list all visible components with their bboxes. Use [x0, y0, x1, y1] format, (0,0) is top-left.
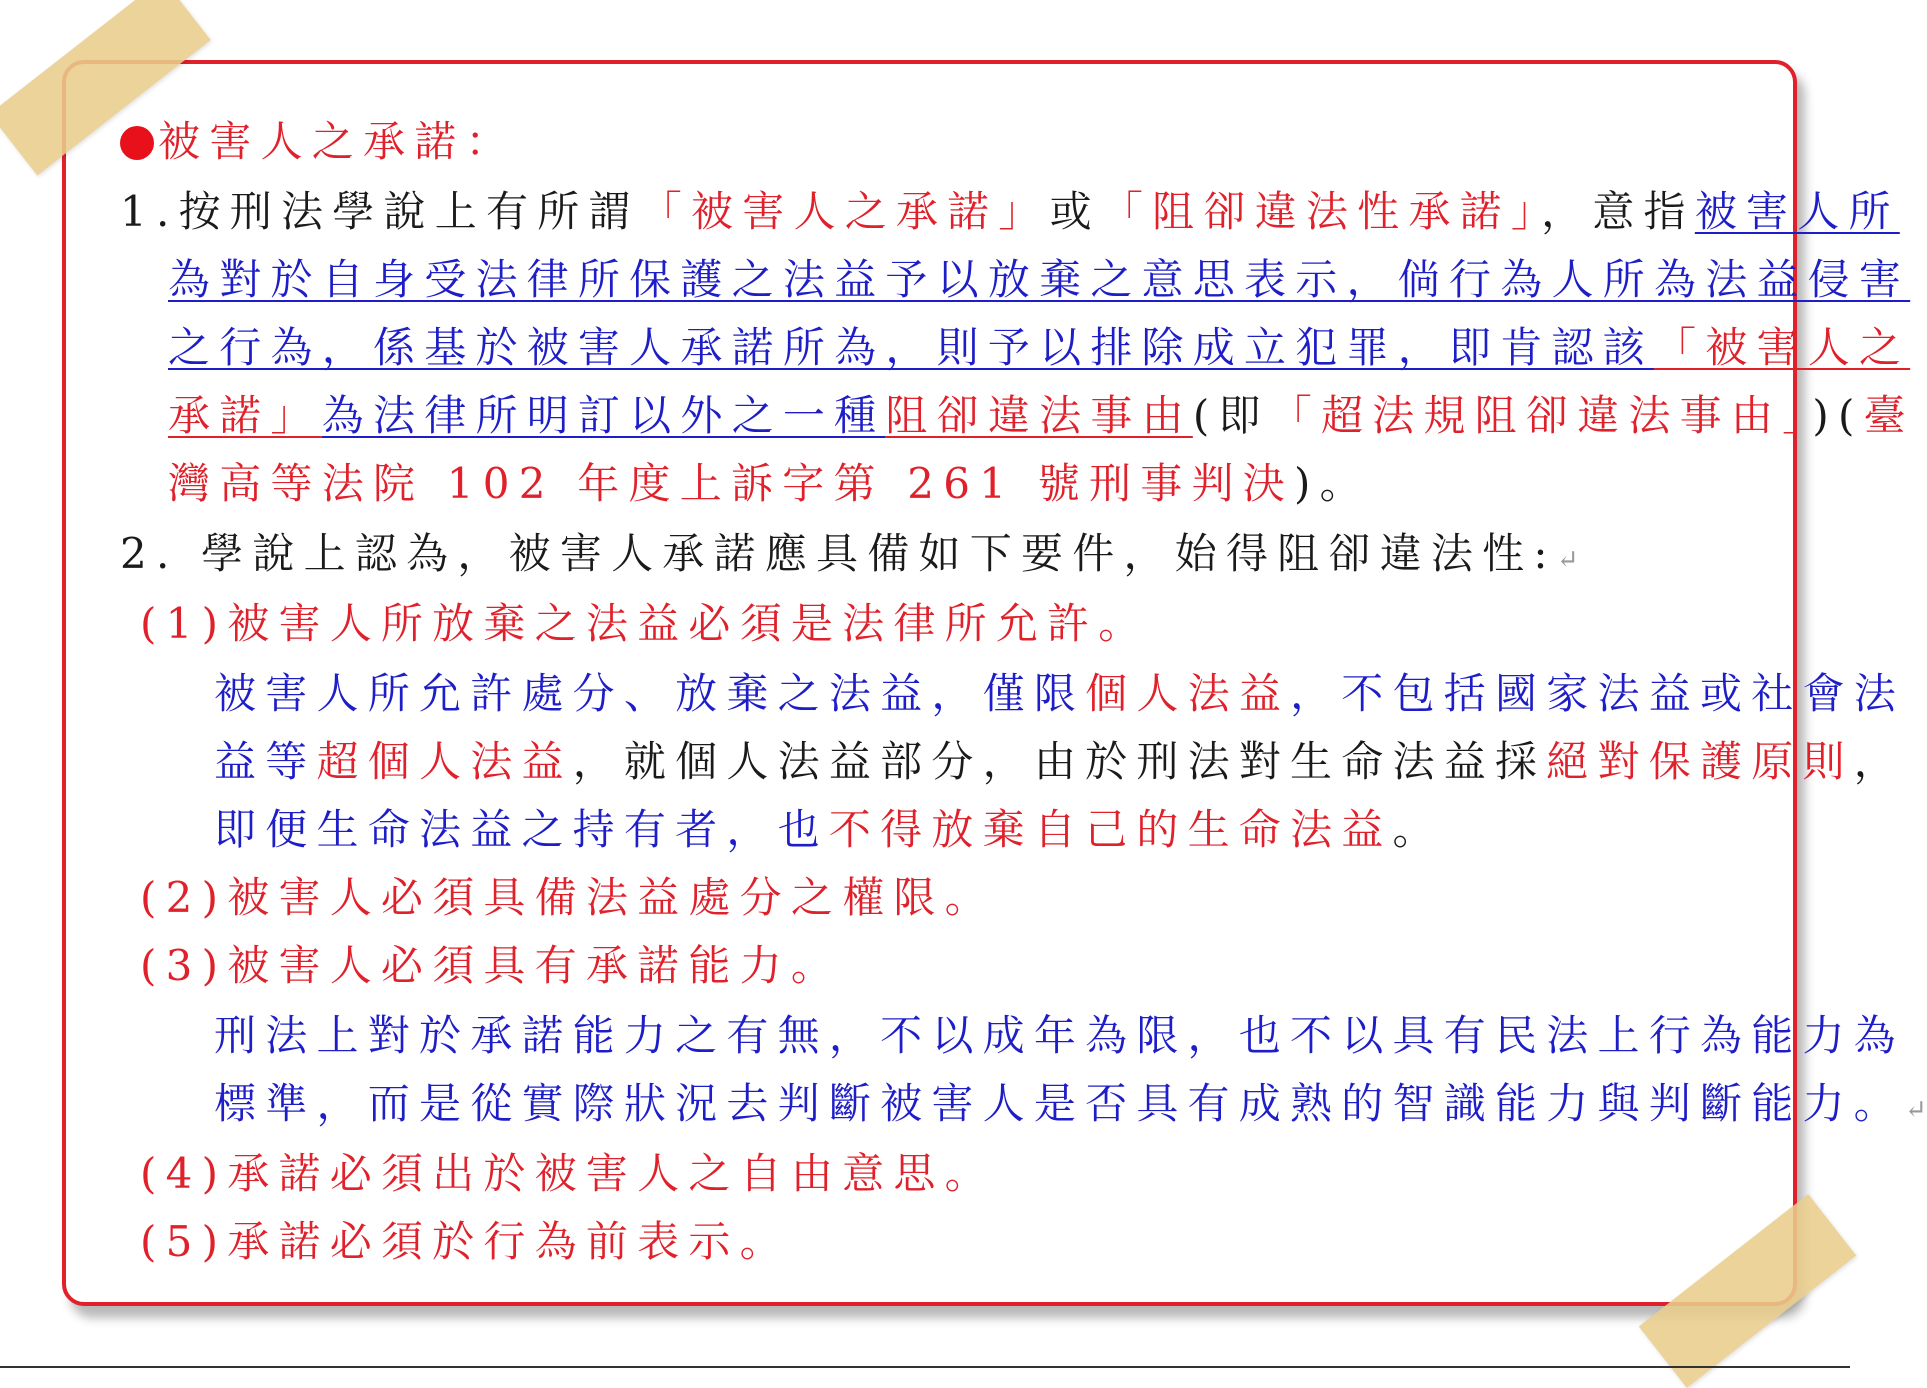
text-span: 益等	[214, 737, 317, 786]
item2-text: 2. 學說上認為，被害人承諾應具備如下要件，始得阻卻違法性:	[120, 529, 1557, 578]
text-span: )(	[1812, 391, 1864, 440]
definition-text: 為法律所明訂以外之一種	[321, 391, 886, 440]
term-justification-ground: 阻卻違法事由	[885, 391, 1193, 440]
definition-text: 之行為，係基於被害人承諾所為，則予以排除成立犯罪，即肯認該	[168, 323, 1654, 372]
item1-line5	[168, 460, 1371, 508]
item1-line1	[120, 188, 1900, 236]
sub1-para-line1	[214, 670, 1905, 718]
text-span: 或	[1049, 187, 1101, 236]
sub3-heading-text: (3)被害人必須具有承諾能力。	[140, 941, 843, 990]
item1-line4	[168, 392, 1915, 440]
text-span: (即	[1192, 391, 1270, 440]
item1-number: 1.	[120, 187, 179, 236]
sub1-para-line2	[214, 738, 1905, 786]
sub4-heading	[140, 1150, 996, 1198]
sub3-para-line2	[214, 1080, 1927, 1134]
text-span: 。	[1392, 805, 1444, 854]
sub5-heading-text: (5)承諾必須於行為前表示。	[140, 1217, 791, 1266]
sub5-heading	[140, 1218, 791, 1266]
term-absolute-protection: 絕對保護原則	[1546, 737, 1854, 786]
definition-text: 為對於自身受法律所保護之法益予以放棄之意思表示，倘行為人所為法益侵害	[168, 255, 1911, 304]
text-span: ，就個人法益部分，由於刑法對生命法益採	[572, 737, 1547, 786]
return-mark-icon: ↵	[1904, 1095, 1927, 1125]
sub2-heading	[140, 874, 996, 922]
heading-text: 被害人之承諾：	[158, 117, 517, 166]
term-extra-legal-ground: 「超法規阻卻違法事由」	[1269, 391, 1813, 440]
sub3-para-line1	[214, 1012, 1905, 1060]
item1-line3	[168, 324, 1910, 372]
text-span: 按刑法學說上有所謂	[178, 187, 640, 236]
text-span: 刑法上對於承諾能力之有無，不以成年為限，也不以具有民法上行為能力為	[214, 1011, 1905, 1060]
sub1-heading	[140, 600, 1150, 648]
term-no-waiver-life: 不得放棄自己的生命法益	[828, 805, 1393, 854]
term-justification-consent: 「阻卻違法性承諾」	[1100, 187, 1542, 236]
heading	[120, 118, 517, 166]
bullet-dot-icon	[120, 126, 154, 160]
term-victim-consent: 承諾」	[168, 391, 322, 440]
definition-text: 被害人所	[1694, 187, 1900, 236]
text-span: 標準，而是從實際狀況去判斷被害人是否具有成熟的智識能力與判斷能力。	[214, 1079, 1905, 1128]
sub1-para-line3	[214, 806, 1444, 854]
item2	[120, 530, 1579, 584]
sub2-heading-text: (2)被害人必須具備法益處分之權限。	[140, 873, 996, 922]
item1-line2	[168, 256, 1910, 304]
text-span: 即便生命法益之持有者，也	[214, 805, 829, 854]
text-span: )。	[1293, 459, 1371, 508]
sub1-heading-text: (1)被害人所放棄之法益必須是法律所允許。	[140, 599, 1150, 648]
text-span: ，意指	[1541, 187, 1695, 236]
text-span: 被害人所允許處分、放棄之法益，僅限	[214, 669, 1086, 718]
term-personal-interest: 個人法益	[1085, 669, 1291, 718]
return-mark-icon: ↵	[1556, 545, 1579, 575]
text-span: ，不包括國家法益或社會法	[1290, 669, 1905, 718]
term-victim-consent: 「被害人之	[1653, 323, 1911, 372]
bottom-divider	[0, 1366, 1850, 1368]
sub4-heading-text: (4)承諾必須出於被害人之自由意思。	[140, 1149, 996, 1198]
term-supra-personal-interest: 超個人法益	[316, 737, 573, 786]
text-span: ，	[1853, 737, 1905, 786]
sub3-heading	[140, 942, 842, 990]
citation-text: 臺	[1863, 391, 1915, 440]
term-victim-consent: 「被害人之承諾」	[639, 187, 1050, 236]
citation-text: 灣高等法院 102 年度上訴字第 261 號刑事判決	[168, 459, 1294, 508]
